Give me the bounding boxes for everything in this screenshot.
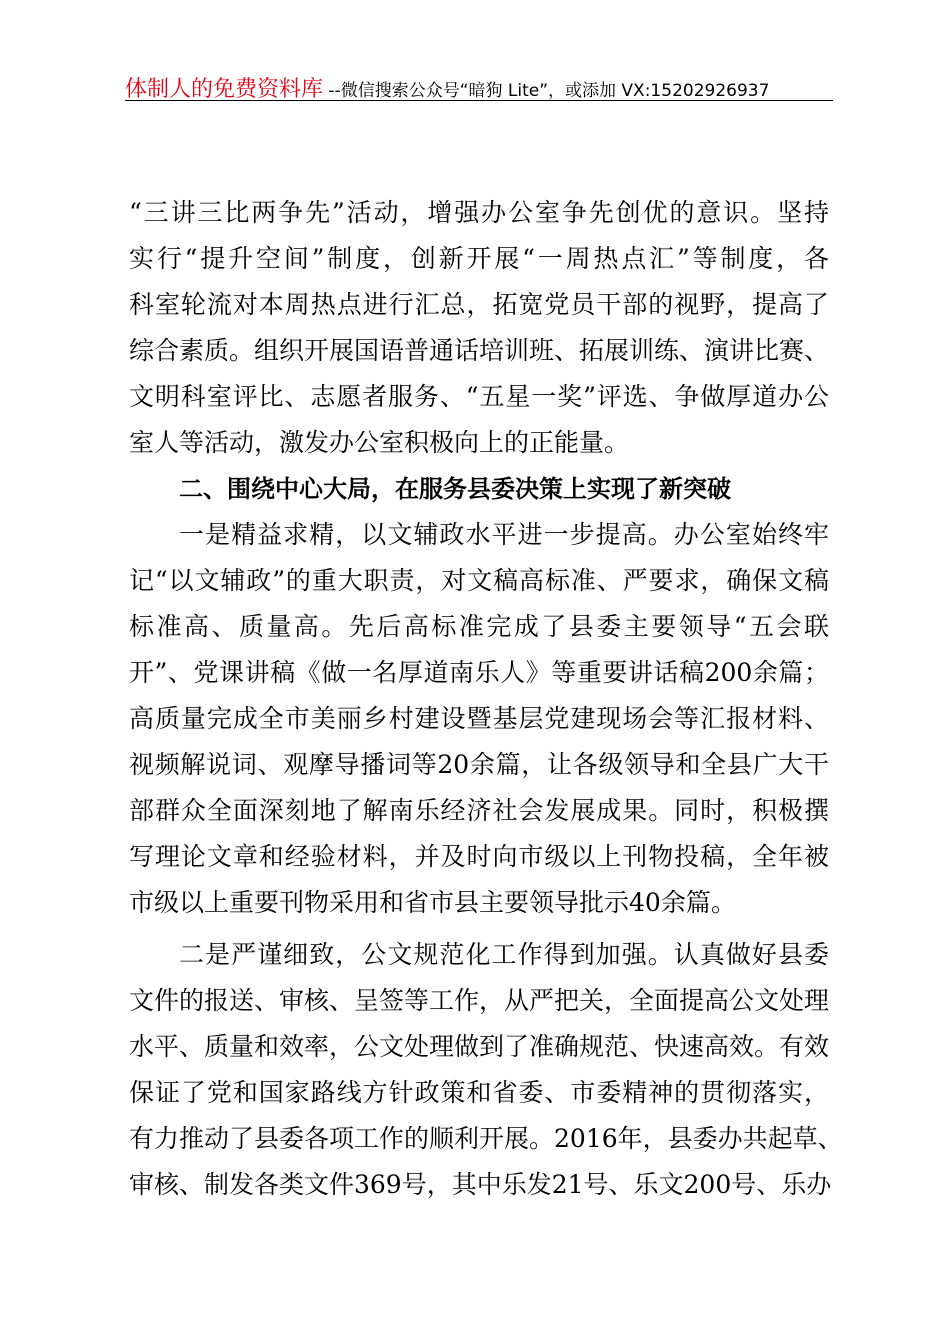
text-line: 文明科室评比、志愿者服务、“五星一奖”评选、争做厚道办公 — [129, 382, 829, 411]
header-note: --微信搜索公众号“暗狗 Lite”，或添加 VX:15202926937 — [323, 81, 770, 101]
paragraph-1 — [129, 190, 829, 466]
text-line: 高质量完成全市美丽乡村建设暨基层党建现场会等汇报材料、 — [129, 704, 829, 733]
text-line: 记“以文辅政”的重大职责，对文稿高标准、严要求，确保文稿 — [129, 566, 829, 595]
text-line: 水平、质量和效率，公文处理做到了准确规范、快速高效。有效 — [129, 1032, 830, 1061]
text-line: 二是严谨细致，公文规范化工作得到加强。认真做好县委 — [179, 940, 829, 969]
text-line: 科室轮流对本周热点进行汇总，拓宽党员干部的视野，提高了 — [129, 290, 829, 319]
text-line: 有力推动了县委各项工作的顺利开展。2016年，县委办共起草、 — [129, 1124, 843, 1153]
page-header — [125, 72, 833, 101]
text-line: 市级以上重要刊物采用和省市县主要领导批示40余篇。 — [129, 888, 736, 917]
text-line: 实行“提升空间”制度，创新开展“一周热点汇”等制度，各 — [129, 244, 829, 273]
text-line: 部群众全面深刻地了解南乐经济社会发展成果。同时，积极撰 — [129, 796, 829, 825]
text-line: 文件的报送、审核、呈签等工作，从严把关，全面提高公文处理 — [129, 986, 830, 1015]
text-line: 综合素质。组织开展国语普通话培训班、拓展训练、演讲比赛、 — [129, 336, 830, 365]
text-line: 写理论文章和经验材料，并及时向市级以上刊物投稿，全年被 — [129, 842, 829, 871]
text-line: 开”、党课讲稿《做一名厚道南乐人》等重要讲话稿200余篇； — [129, 658, 829, 687]
text-line: 室人等活动，激发办公室积极向上的正能量。 — [129, 428, 630, 457]
text-line: 保证了党和国家路线方针政策和省委、市委精神的贯彻落实， — [129, 1078, 829, 1107]
paragraph-2 — [129, 512, 829, 926]
paragraph-3 — [129, 932, 843, 1208]
text-line: 标准高、质量高。先后高标准完成了县委主要领导“五会联 — [129, 612, 829, 641]
document-body — [129, 190, 843, 1208]
text-line: 审核、制发各类文件369号，其中乐发21号、乐文200号、乐办 — [129, 1170, 832, 1199]
text-line: 视频解说词、观摩导播词等20余篇，让各级领导和全县广大干 — [129, 750, 829, 779]
section-heading: 二、围绕中心大局，在服务县委决策上实现了新突破 — [179, 475, 731, 503]
header-brand: 体制人的免费资料库 — [125, 77, 324, 101]
text-line: 一是精益求精，以文辅政水平进一步提高。办公室始终牢 — [179, 520, 829, 549]
text-line: “三讲三比两争先”活动，增强办公室争先创优的意识。坚持 — [129, 198, 829, 227]
